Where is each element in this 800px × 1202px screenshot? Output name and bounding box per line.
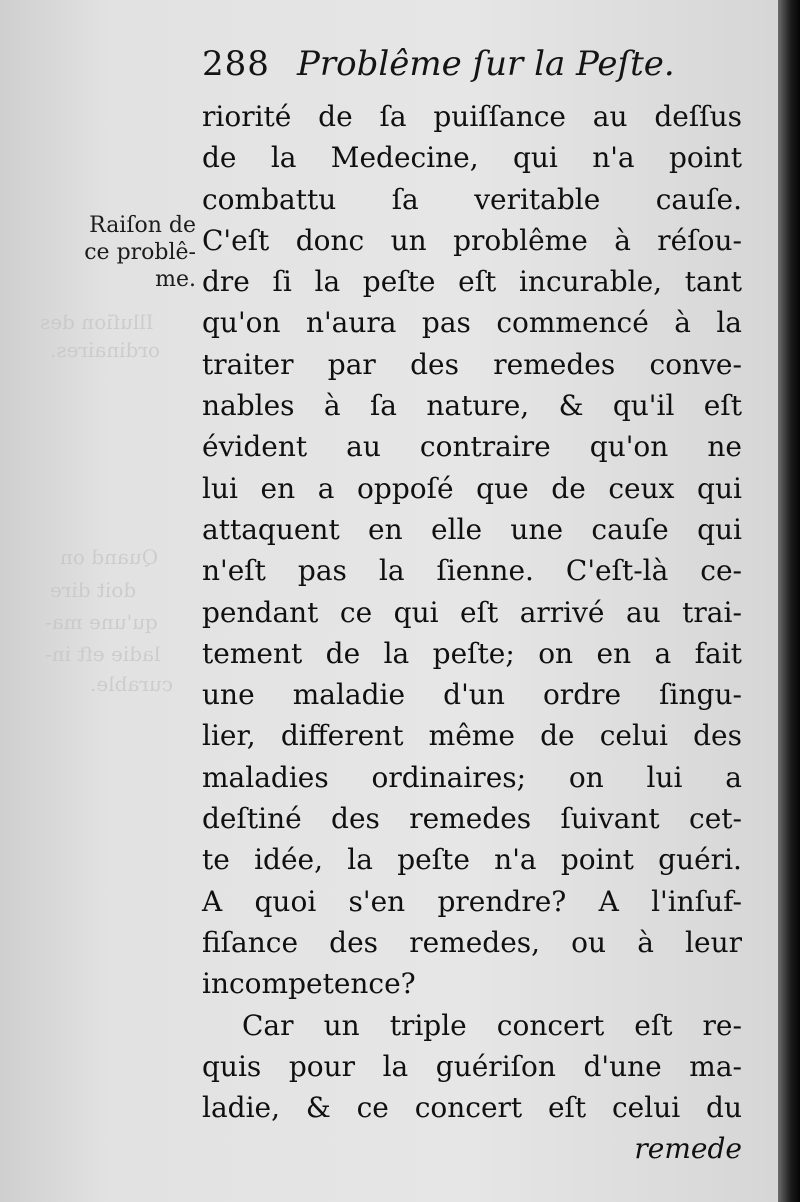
word: une [510, 512, 564, 546]
word: ſa [369, 389, 397, 423]
word: commencé [496, 306, 649, 340]
word: qu'il [612, 389, 675, 423]
word: évident [202, 430, 308, 464]
text-line [202, 922, 742, 963]
word: la [378, 554, 405, 588]
word: ne [707, 430, 742, 464]
word: attaquent [202, 512, 340, 546]
word: s'en [348, 884, 406, 918]
word: qui [697, 512, 742, 546]
word: triple [389, 1008, 467, 1042]
word: ſi [272, 265, 292, 299]
word: d'un [443, 678, 505, 712]
word: C'eſt [202, 223, 270, 257]
word: remedes [409, 802, 532, 836]
catchword: remede [634, 1132, 742, 1166]
word: eſt [460, 595, 499, 629]
word: arrivé [519, 595, 605, 629]
margin-note [48, 212, 196, 293]
bleed-through-text: ladie eſt in- [45, 642, 161, 666]
word: problême [453, 223, 588, 257]
word: pas [297, 554, 347, 588]
word: a [317, 471, 335, 505]
word: qui [512, 141, 558, 175]
word: concert [414, 1091, 523, 1125]
word: lui [202, 471, 238, 505]
word: n'aura [305, 306, 397, 340]
text-line: incompetence? [202, 967, 416, 1001]
word: remedes [493, 347, 616, 381]
word: dre [202, 265, 250, 299]
text-line [202, 839, 742, 880]
word: qui [393, 595, 439, 629]
word: remedes, [409, 925, 541, 959]
word: combattu [202, 182, 337, 216]
word: au [592, 100, 628, 133]
word: des [329, 925, 379, 959]
word: different [280, 719, 404, 753]
word: pendant [202, 595, 319, 629]
word: de [325, 636, 361, 670]
word: la [270, 141, 297, 175]
word: idée, [254, 843, 324, 877]
text-line [202, 715, 742, 756]
word: du [706, 1091, 742, 1125]
word: qu'on [202, 306, 281, 340]
word: traiter [202, 347, 294, 381]
word: une [202, 678, 255, 712]
word: concert [496, 1008, 605, 1042]
margin-note-line: ce problê- [84, 240, 196, 265]
word: a [725, 760, 742, 794]
word: fiſance [202, 925, 299, 959]
word: elle [431, 512, 483, 546]
word: eſt [547, 1091, 587, 1125]
word: eſt [458, 265, 497, 299]
word: en [260, 471, 296, 505]
text-line [202, 426, 742, 467]
word: la [383, 636, 410, 670]
word: la [716, 306, 742, 340]
word: cauſe [591, 512, 669, 546]
word: fait [694, 636, 742, 670]
word: des [331, 802, 380, 836]
word: tement [202, 636, 303, 670]
text-line [202, 96, 742, 137]
word: eſt [703, 389, 742, 423]
running-title: Problême ſur la Peſte. [297, 44, 675, 84]
word: Medecine, [330, 141, 479, 175]
word: C'eſt-là [565, 554, 669, 588]
word: ce [356, 1091, 389, 1125]
word: maladie [292, 678, 406, 712]
word: re- [702, 1008, 742, 1042]
word: à [323, 389, 341, 423]
word: qu'on [589, 430, 669, 464]
word: peſte; [432, 636, 515, 670]
page-edge-shadow [778, 0, 800, 1202]
word: A [598, 884, 619, 918]
margin-note-line: Raiſon de [89, 213, 196, 238]
text-line [202, 881, 742, 922]
body-text [202, 96, 742, 1170]
word: & [558, 389, 584, 423]
word: veritable [474, 182, 601, 216]
word: des [410, 347, 459, 381]
word: cet- [689, 802, 742, 836]
word: n'a [592, 141, 635, 175]
text-line [202, 302, 742, 343]
margin-note-line: me. [155, 267, 196, 292]
word: donc [295, 223, 365, 257]
word: ceux [608, 471, 675, 505]
text-line [202, 798, 742, 839]
bleed-through-text: Illuſion des [40, 310, 154, 334]
word: de [551, 471, 586, 505]
text-line [202, 550, 742, 591]
word: on [568, 760, 604, 794]
page-number: 288 [202, 44, 270, 84]
word: guériſon [435, 1049, 556, 1083]
word: pas [421, 306, 471, 340]
word: de [540, 719, 575, 753]
word: cauſe. [655, 182, 742, 216]
word: deſtiné [202, 802, 302, 836]
word: que [476, 471, 529, 505]
bleed-through-text: doit dire [50, 578, 137, 602]
word: peſte [397, 843, 470, 877]
word: en [596, 636, 632, 670]
word: ſuivant [560, 802, 660, 836]
word: de [318, 100, 353, 133]
text-line [202, 1005, 742, 1046]
word: riorité [202, 100, 292, 133]
word: des [693, 719, 742, 753]
word: & [305, 1091, 331, 1125]
word: ordinaires; [371, 760, 527, 794]
word: la [382, 1049, 409, 1083]
bleed-through-text: Quand on [60, 545, 159, 569]
word: puiſſance [433, 100, 566, 133]
word: peſte [362, 265, 436, 299]
word: contraire [419, 430, 551, 464]
word: ce- [700, 554, 742, 588]
text-line [202, 179, 742, 220]
word: ou [571, 925, 607, 959]
word: ordre [542, 678, 622, 712]
text-line [202, 261, 742, 302]
word: pour [288, 1049, 356, 1083]
word: à [637, 925, 654, 959]
word: celui [612, 1091, 681, 1125]
bleed-through-text: qu'une ma- [45, 610, 158, 634]
word: guéri. [658, 843, 742, 877]
text-line [202, 137, 742, 178]
word: la [314, 265, 341, 299]
word: prendre? [437, 884, 567, 918]
word: ce [339, 595, 373, 629]
text-line [202, 344, 742, 385]
word: conve- [649, 347, 742, 381]
bleed-through-text: curable. [90, 672, 173, 696]
word: ma- [689, 1049, 742, 1083]
word: point [560, 843, 634, 877]
word: au [625, 595, 661, 629]
word: un [323, 1008, 360, 1042]
word: de [202, 141, 237, 175]
word: leur [685, 925, 742, 959]
word: la [347, 843, 373, 877]
word: on [538, 636, 574, 670]
word: réſou- [657, 223, 742, 257]
word: Car [242, 1008, 294, 1042]
word: à [674, 306, 691, 340]
word: ſa [391, 182, 419, 216]
word: oppoſé [357, 471, 454, 505]
word: tant [684, 265, 742, 299]
word: lier, [202, 719, 256, 753]
word: au [346, 430, 381, 464]
word: nature, [426, 389, 530, 423]
word: d'une [583, 1049, 662, 1083]
word: un [390, 223, 427, 257]
word: ſingu- [659, 678, 742, 712]
text-line [202, 757, 742, 798]
word: celui [599, 719, 668, 753]
text-line [202, 1087, 742, 1128]
text-line [202, 385, 742, 426]
word: deſſus [654, 100, 742, 133]
word: eſt [634, 1008, 673, 1042]
word: n'eſt [202, 554, 266, 588]
word: par [327, 347, 376, 381]
bleed-through-text: ordinaires. [50, 338, 161, 362]
text-line [202, 674, 742, 715]
text-line [202, 633, 742, 674]
word: en [368, 512, 403, 546]
word: point [668, 141, 742, 175]
word: même [428, 719, 515, 753]
word: quis [202, 1049, 262, 1083]
text-line [202, 1046, 742, 1087]
text-line [202, 220, 742, 261]
text-line [202, 592, 742, 633]
text-line [202, 468, 742, 509]
word: a [654, 636, 672, 670]
word: à [614, 223, 631, 257]
word: ſa [379, 100, 407, 133]
word: trai- [682, 595, 742, 629]
word: maladies [202, 760, 329, 794]
word: n'a [494, 843, 537, 877]
word: quoi [254, 884, 317, 918]
page-header [202, 44, 742, 100]
word: ladie, [202, 1091, 280, 1125]
word: ſienne. [436, 554, 534, 588]
word: l'inſuf- [651, 884, 742, 918]
word: te [202, 843, 230, 877]
word: nables [202, 389, 295, 423]
word: A [202, 884, 223, 918]
word: incurable, [518, 265, 663, 299]
word: lui [646, 760, 683, 794]
word: qui [697, 471, 742, 505]
text-line [202, 509, 742, 550]
